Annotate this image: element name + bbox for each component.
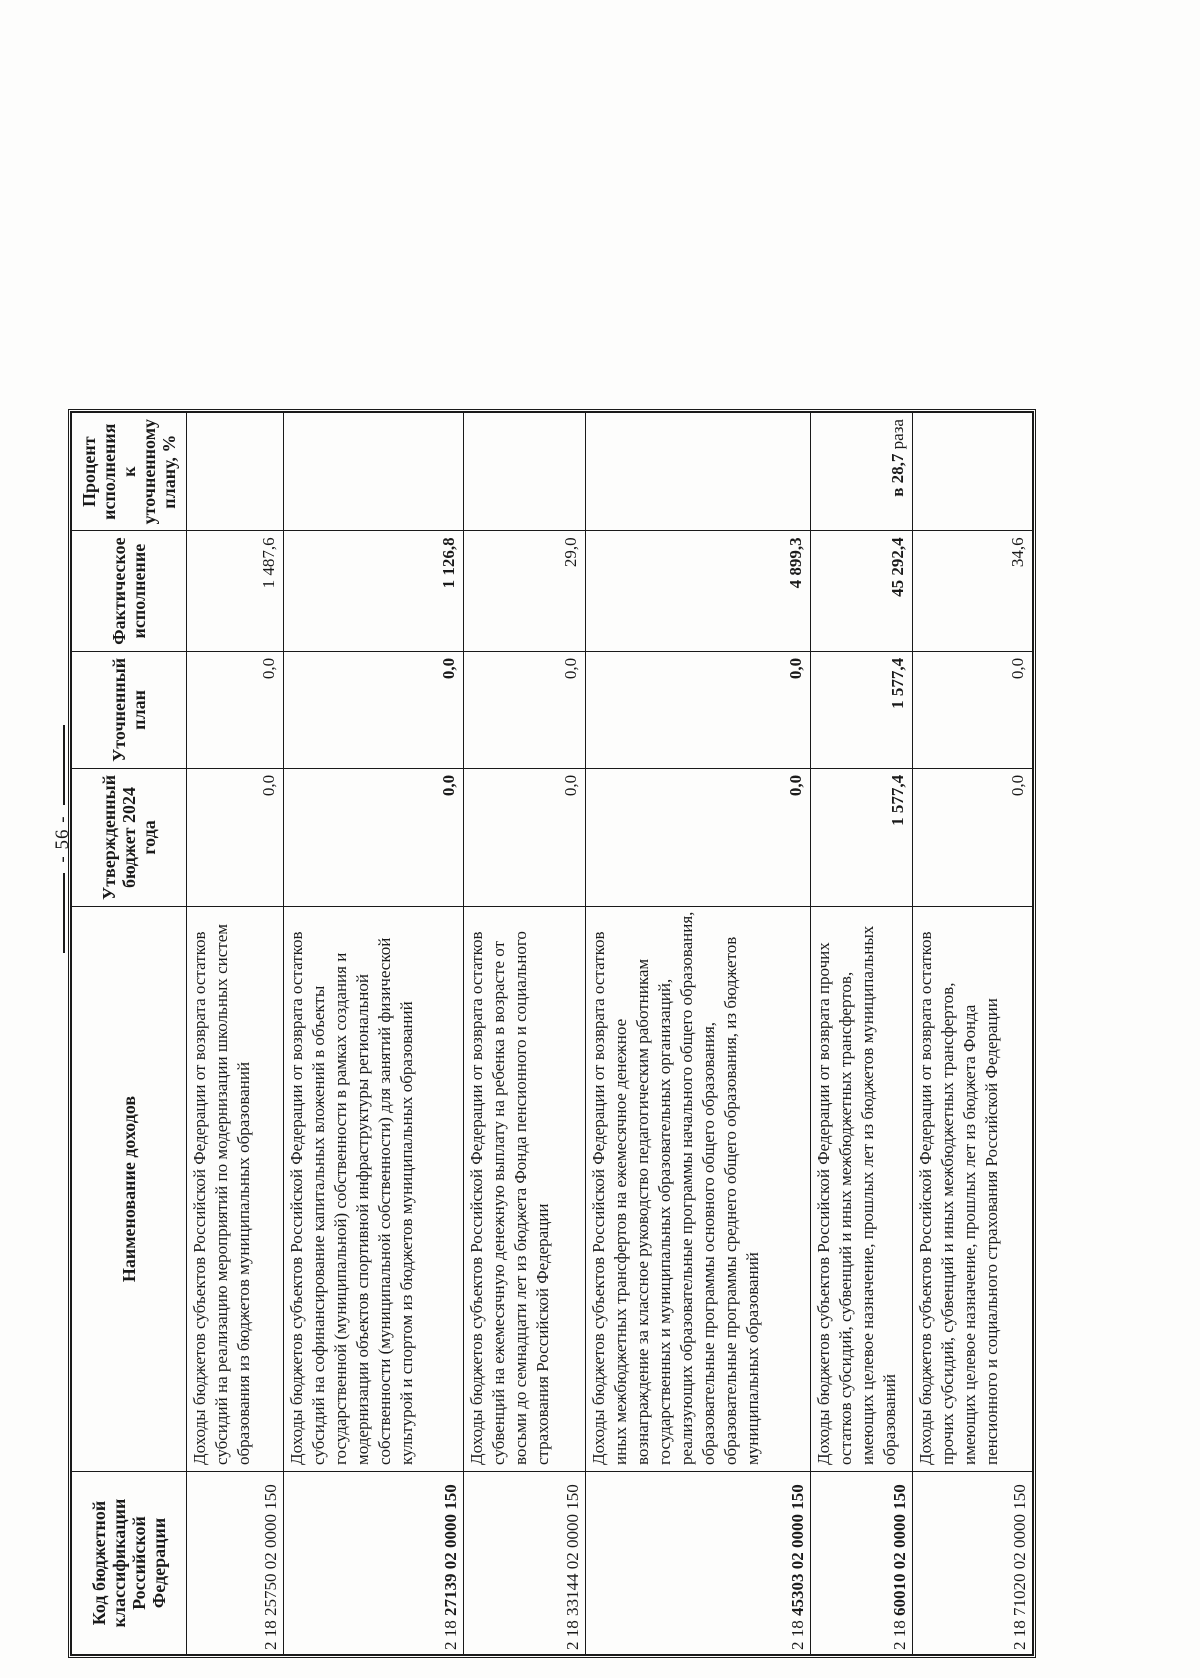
budget-code-prefix: 2 18 25750 02 0000 150: [261, 1484, 280, 1650]
percent-suffix: раза: [888, 419, 907, 454]
header-approved: Утвержденный бюджет 2024 года: [72, 768, 187, 906]
revenue-name: Доходы бюджетов субъектов Российской Федерации от возврата прочих остатков субсидий, субвенций и иных межбюджетных трансфертов, имеющих целевое назначение, прошлых лет из бюджетов муниципальных образований: [811, 907, 913, 1472]
revenue-name: Доходы бюджетов субъектов Российской Федерации от возврата остатков субсидий на реализацию мероприятий по модернизации школьных систем образования из бюджетов муниципальных образований: [187, 907, 284, 1472]
budget-code-main: 27139 02 0000 150: [441, 1484, 460, 1616]
refined-plan: 0,0: [913, 651, 1033, 768]
budget-code-prefix: 2 18: [788, 1616, 807, 1650]
table-row: [811, 413, 913, 1655]
refined-plan: 1 577,4: [811, 651, 913, 768]
execution-percent: [284, 413, 464, 531]
refined-plan: 0,0: [187, 651, 284, 768]
approved-budget: 1 577,4: [811, 768, 913, 906]
execution-percent: [464, 413, 586, 531]
actual-execution: 4 899,3: [586, 531, 811, 652]
budget-code-prefix: 2 18 71020 02 0000 150: [1010, 1484, 1029, 1650]
header-row: [72, 413, 187, 1655]
revenue-table: [71, 412, 1033, 1655]
actual-execution: 1 126,8: [284, 531, 464, 652]
approved-budget: 0,0: [464, 768, 586, 906]
table-row: [586, 413, 811, 1655]
budget-code-cell: [913, 1472, 1033, 1655]
table-row: [187, 413, 284, 1655]
execution-percent: [913, 413, 1033, 531]
page-number: - 56 -: [52, 0, 74, 1678]
approved-budget: 0,0: [187, 768, 284, 906]
revenue-name: Доходы бюджетов субъектов Российской Федерации от возврата остатков субвенций на ежемесячную денежную выплату на ребенка в возрасте от восьми до семнадцати лет из бюджета Фонда пенсионного и социального страхования Российской Федерации: [464, 907, 586, 1472]
header-name: Наименование доходов: [72, 907, 187, 1472]
budget-code-cell: [586, 1472, 811, 1655]
approved-budget: 0,0: [913, 768, 1033, 906]
execution-percent: [187, 413, 284, 531]
header-plan: Уточненный план: [72, 651, 187, 768]
refined-plan: 0,0: [464, 651, 586, 768]
header-code: Код бюджетной классификации Российской Федерации: [72, 1472, 187, 1655]
budget-code-prefix: 2 18: [890, 1616, 909, 1650]
budget-code-cell: [464, 1472, 586, 1655]
actual-execution: 1 487,6: [187, 531, 284, 652]
actual-execution: 34,6: [913, 531, 1033, 652]
refined-plan: 0,0: [586, 651, 811, 768]
execution-percent: [586, 413, 811, 531]
budget-code-prefix: 2 18 33144 02 0000 150: [563, 1484, 582, 1650]
refined-plan: 0,0: [284, 651, 464, 768]
approved-budget: 0,0: [586, 768, 811, 906]
execution-percent: [811, 413, 913, 531]
revenue-name: Доходы бюджетов субъектов Российской Федерации от возврата остатков иных межбюджетных трансфертов на ежемесячное денежное вознаграждение за классное руководство педагогическим работникам государственных и муниципальных образовательных организаций, реализующих образовательные программы начального общего образования, образовательные программы основного общего образования, образовательные программы среднего общего образования, из бюджетов муниципальных образований: [586, 907, 811, 1472]
header-percent: Процент исполнения к уточненному плану, %: [72, 413, 187, 531]
table-row: [284, 413, 464, 1655]
table-frame: [68, 409, 1036, 1658]
percent-value: в 28,7: [888, 453, 907, 497]
approved-budget: 0,0: [284, 768, 464, 906]
budget-code-cell: [811, 1472, 913, 1655]
actual-execution: 45 292,4: [811, 531, 913, 652]
budget-code-cell: [187, 1472, 284, 1655]
budget-code-cell: [284, 1472, 464, 1655]
revenue-name: Доходы бюджетов субъектов Российской Федерации от возврата остатков прочих субсидий, субвенций и иных межбюджетных трансфертов, имеющих целевое назначение, прошлых лет из бюджета Фонда пенсионного и социального страхования Российской Федерации: [913, 907, 1033, 1472]
revenue-name: Доходы бюджетов субъектов Российской Федерации от возврата остатков субсидий на софинансирование капитальных вложений в объекты государственной (муниципальной) собственности в рамках создания и модернизации объектов спортивной инфраструктуры региональной собственности (муниципальной собственности) для занятий физической культурой и спортом из бюджетов муниципальных образований: [284, 907, 464, 1472]
budget-code-prefix: 2 18: [441, 1616, 460, 1650]
budget-code-main: 45303 02 0000 150: [788, 1484, 807, 1616]
table-row: [913, 413, 1033, 1655]
table-row: [464, 413, 586, 1655]
header-actual: Фактическое исполнение: [72, 531, 187, 652]
budget-code-main: 60010 02 0000 150: [890, 1484, 909, 1616]
actual-execution: 29,0: [464, 531, 586, 652]
